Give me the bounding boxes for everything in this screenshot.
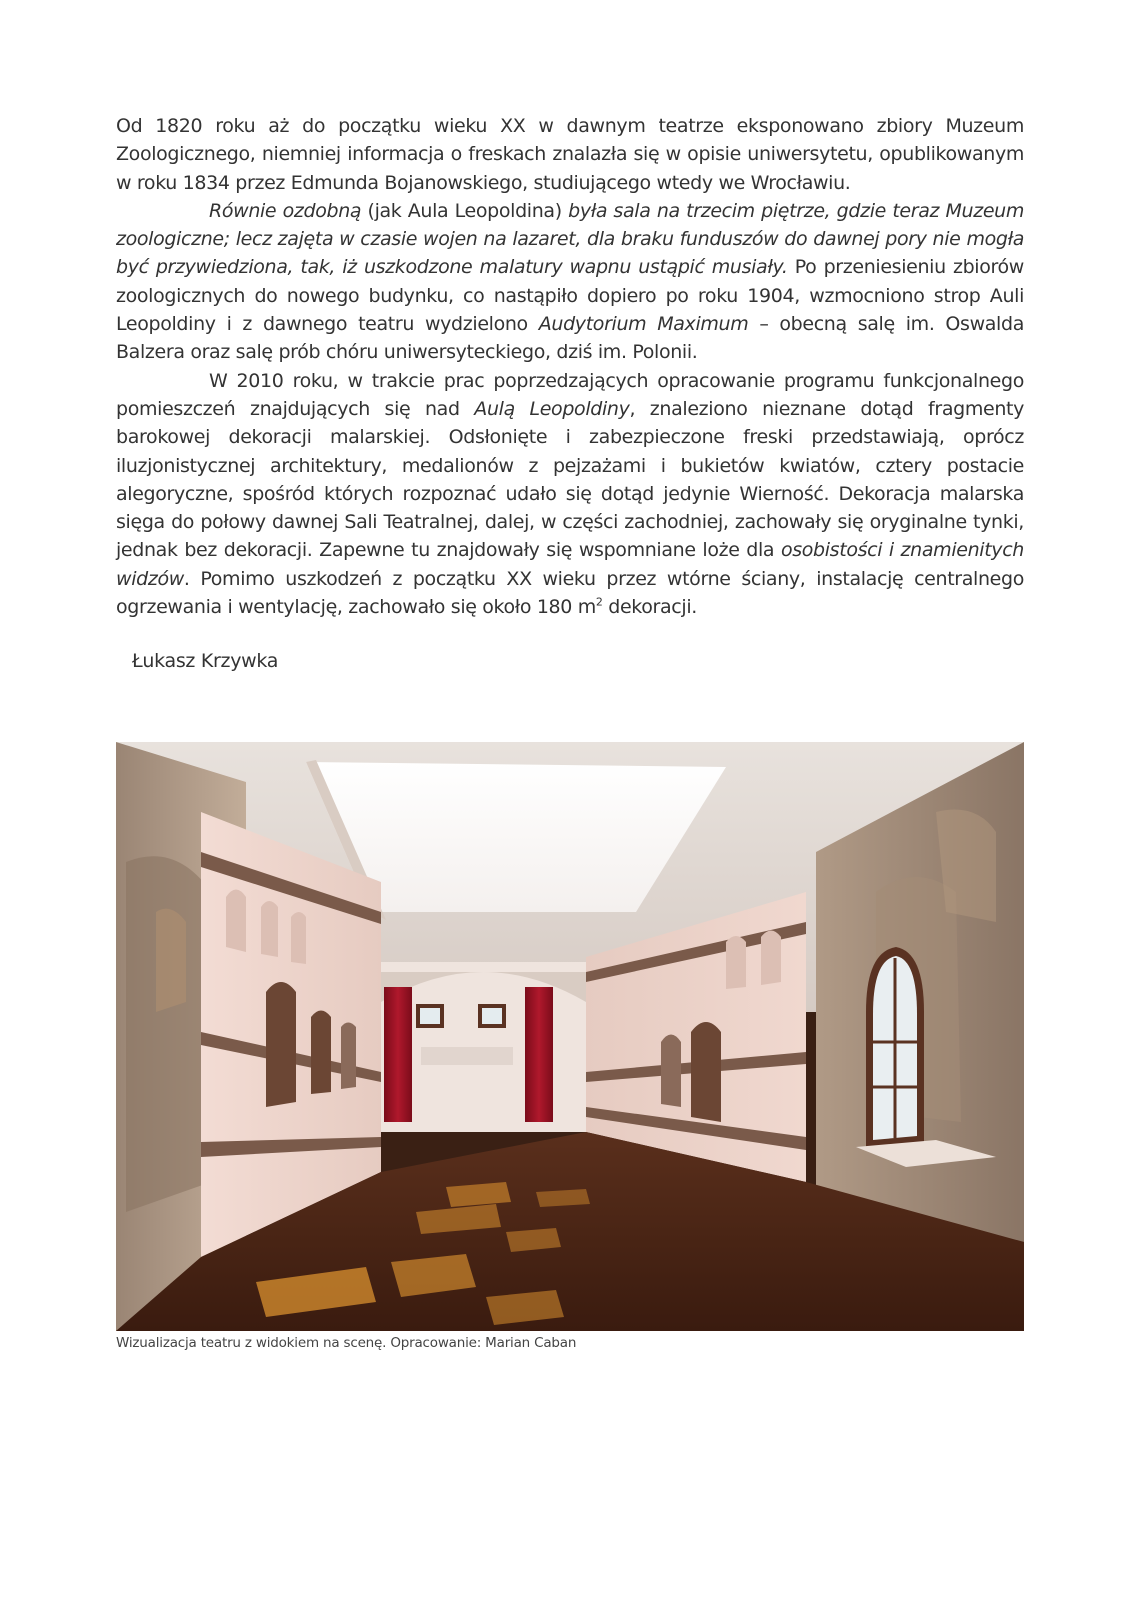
image-caption: Wizualizacja teatru z widokiem na scenę. Opracowanie: Marian Caban: [116, 1335, 577, 1351]
paragraph-2: [116, 197, 1024, 367]
quote-fragment: Równie ozdobną: [209, 199, 362, 222]
article-body: [116, 112, 1024, 621]
text-fragment: Po przeniesieniu zbiorów zoologicznych do nowego budynku, co nastąpiło dopiero po roku 1904, wzmocniono strop Auli Leopoldiny i z dawnego teatru wydzielono: [116, 256, 1024, 336]
text-fragment: (jak Aula Leopoldina): [361, 199, 569, 222]
text-fragment: . Pomimo uszkodzeń z początku XX wieku przez wtórne ściany, instalację centralnego ogrzewania i wentylację, zachowało się około 180 m: [116, 567, 1024, 619]
italic-term: Aulą Leopoldiny: [474, 397, 630, 420]
paragraph-1: Od 1820 roku aż do początku wieku XX w dawnym teatrze eksponowano zbiory Muzeum Zoologicznego, niemniej informacja o freskach znalazła się w opisie uniwersytetu, opublikowanym w roku 1834 przez Edmunda Bojanowskiego, studiującego wtedy we Wrocławiu.: [116, 115, 1024, 194]
text-fragment: – obecną salę im. Oswalda Balzera oraz salę prób chóru uniwersyteckiego, dziś im. Polonii.: [116, 313, 1024, 364]
text-fragment: , znaleziono nieznane dotąd fragmenty barokowej dekoracji malarskiej. Odsłonięte i zabezpieczone freski przedstawiają, oprócz iluzjonistycznej architektury, medalionów z pejzażami i bukietów kwiatów, cztery postacie alegoryczne, spośród których rozpoznać udało się dotąd jedynie Wierność. Dekoracja malarska sięga do połowy dawnej Sali Teatralnej, dalej, w części zachodniej, zachowały się oryginalne tynki, jednak bez dekoracji. Zapewne tu znajdowały się wspomniane loże dla: [116, 397, 1025, 562]
quote-fragment: osobistości i znamienitych widzów: [116, 539, 1024, 590]
italic-term: Audytorium Maximum: [538, 313, 749, 336]
superscript: 2: [595, 595, 603, 609]
quote-fragment: była sala na trzecim piętrze, gdzie teraz Muzeum zoologiczne; lecz zajęta w czasie wojen na lazaret, dla braku funduszów do dawnej pory nie mogła być przywiedziona, tak, iż uszkodzone malatury wapnu ustąpić musiały.: [116, 199, 1025, 279]
paragraph-3: [116, 367, 1024, 622]
text-fragment: W 2010 roku, w trakcie prac poprzedzających opracowanie programu funkcjonalnego pomieszczeń znajdujących się nad: [116, 369, 1024, 420]
author-name: Łukasz Krzywka: [132, 650, 279, 672]
text-fragment: dekoracji.: [602, 596, 697, 619]
theatre-visualization-image: [116, 742, 1024, 1331]
